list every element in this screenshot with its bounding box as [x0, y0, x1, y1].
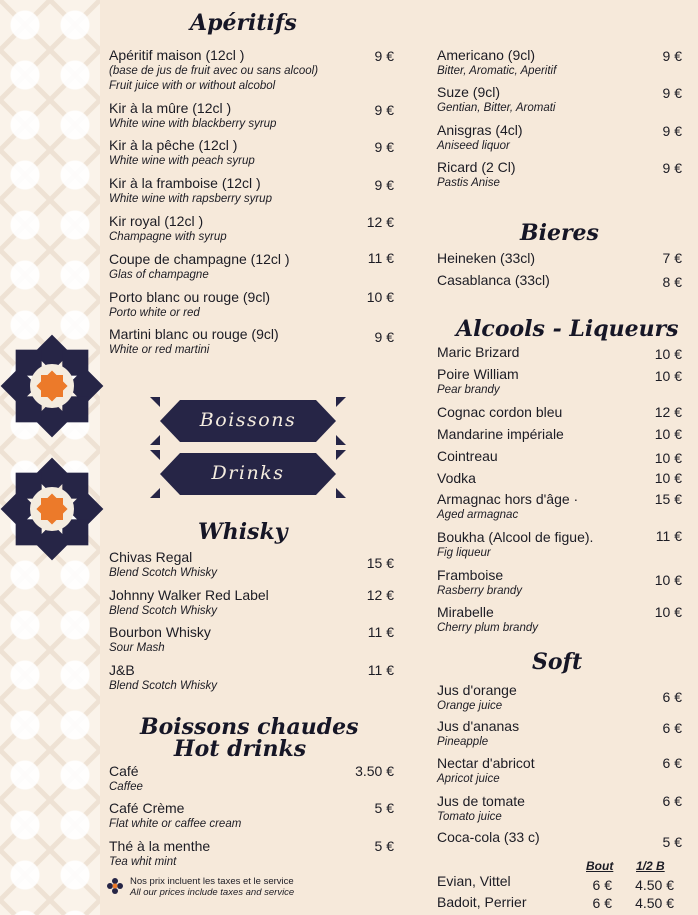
item-name: Vodka [437, 470, 476, 486]
item-description: White or red martini [109, 344, 210, 356]
item-name: Jus d'ananas [437, 718, 520, 734]
star-ornament-icon [0, 332, 106, 440]
item-price: 12 € [654, 404, 682, 420]
item-description: Porto white or red [109, 307, 200, 319]
item-name: Mandarine impériale [437, 426, 564, 442]
item-price: 11 € [367, 662, 394, 678]
item-price-half-bottle: 4.50 € [635, 895, 674, 911]
item-price: 15 € [654, 491, 682, 507]
title-line-en: Hot drinks [173, 736, 307, 762]
item-name: Kir à la mûre (12cl ) [109, 100, 232, 116]
item-price: 9 € [374, 139, 394, 155]
menu-item [437, 894, 526, 911]
item-description: Champagne with syrup [109, 231, 227, 243]
menu-item [437, 426, 564, 443]
item-description: Pear brandy [437, 384, 500, 396]
item-description: White wine with blackberry syrup [109, 118, 277, 130]
menu-item [437, 604, 538, 636]
item-description: Apricot juice [437, 773, 500, 785]
menu-item [437, 793, 525, 825]
item-name: Martini blanc ou rouge (9cl) [109, 326, 279, 342]
item-name: Thé à la menthe [109, 838, 211, 854]
menu-item [109, 800, 241, 832]
menu-item [437, 344, 519, 361]
menu-item [437, 718, 519, 750]
menu-item [109, 289, 270, 321]
item-description: Fig liqueur [437, 547, 491, 559]
item-price: 9 € [662, 85, 682, 101]
menu-item [437, 404, 562, 421]
item-description: Pineapple [437, 736, 489, 748]
item-name: Maric Brizard [437, 344, 520, 360]
item-price: 6 € [662, 793, 682, 809]
section-title-aperitifs: Apéritifs [190, 10, 297, 36]
item-price: 6 € [662, 689, 682, 705]
menu-item [109, 100, 276, 132]
item-name: Jus de tomate [437, 793, 525, 809]
star-ornament-icon [0, 455, 106, 563]
item-price: 7 € [662, 250, 682, 266]
price-note-fr: Nos prix incluent les taxes et le service [130, 876, 294, 887]
item-name: Porto blanc ou rouge (9cl) [109, 289, 271, 305]
item-name: Cointreau [437, 448, 498, 464]
item-name: Café [109, 763, 139, 779]
menu-item [109, 662, 217, 694]
item-name: Jus d'orange [437, 682, 517, 698]
item-price: 10 € [654, 426, 682, 442]
menu-item [109, 587, 269, 619]
item-description: White wine with rapsberry syrup [109, 193, 272, 205]
price-note [130, 876, 294, 898]
item-price: 10 € [654, 604, 682, 620]
item-name: Kir royal (12cl ) [109, 213, 204, 229]
item-price: 10 € [366, 289, 394, 305]
item-name: Americano (9cl) [437, 47, 536, 63]
item-description: Tomato juice [437, 811, 502, 823]
menu-item [437, 567, 522, 599]
item-name: Apéritif maison (12cl ) [109, 47, 245, 63]
item-name: Kir à la pêche (12cl ) [109, 137, 238, 153]
section-title-bieres: Bieres [520, 220, 599, 246]
item-price: 11 € [655, 528, 682, 544]
item-name: Casablanca (33cl) [437, 272, 550, 288]
item-price: 12 € [366, 214, 394, 230]
menu-item [437, 448, 498, 465]
item-price: 11 € [367, 624, 394, 640]
item-name: Mirabelle [437, 604, 494, 620]
item-price: 9 € [374, 177, 394, 193]
menu-item [437, 755, 535, 787]
item-price: 9 € [374, 329, 394, 345]
item-description: (base de jus de fruit avec ou sans alcool) [109, 65, 319, 77]
menu-item [437, 159, 516, 191]
title-line-fr: Boissons chaudes [140, 714, 359, 740]
item-name: Johnny Walker Red Label [109, 587, 269, 603]
menu-item [109, 624, 211, 656]
ribbon-label: Boissons [199, 409, 297, 431]
item-price: 10 € [654, 470, 682, 486]
item-name: Kir à la framboise (12cl ) [109, 175, 261, 191]
item-name: Anisgras (4cl) [437, 122, 523, 138]
menu-item [437, 84, 555, 116]
item-description: Gentian, Bitter, Aromati [437, 102, 556, 114]
item-price: 5 € [662, 834, 682, 850]
item-price: 12 € [366, 587, 394, 603]
flower-icon [106, 877, 124, 895]
menu-item [109, 213, 227, 245]
item-price: 3.50 € [355, 763, 394, 779]
item-name: Boukha (Alcool de figue). [437, 529, 594, 545]
menu-item [437, 250, 535, 267]
item-name: Bourbon Whisky [109, 624, 211, 640]
item-price: 6 € [662, 720, 682, 736]
item-name: Ricard (2 Cl) [437, 159, 516, 175]
item-price: 6 € [662, 755, 682, 771]
menu-item [109, 326, 279, 358]
section-title-whisky: Whisky [198, 519, 288, 545]
item-price: 10 € [654, 368, 682, 384]
column-header-bottle: Bout [586, 859, 614, 873]
menu-item [109, 47, 318, 94]
item-description: Cherry plum brandy [437, 622, 538, 634]
item-name: Coupe de champagne (12cl ) [109, 251, 290, 267]
price-note-en: All our prices include taxes and service [130, 887, 295, 898]
item-description: Blend Scotch Whisky [109, 567, 218, 579]
section-title-alcools-liqueurs: Alcools - Liqueurs [456, 316, 679, 342]
item-price: 10 € [654, 346, 682, 362]
column-header-half-bottle: 1/2 B [636, 859, 665, 873]
item-price: 9 € [374, 102, 394, 118]
item-price: 5 € [374, 838, 394, 854]
menu-item [437, 873, 511, 890]
menu-item [109, 137, 255, 169]
item-price-bottle: 6 € [592, 895, 612, 911]
item-price: 10 € [654, 450, 682, 466]
item-price-half-bottle: 4.50 € [635, 877, 674, 893]
item-price: 9 € [374, 48, 394, 64]
item-price: 15 € [366, 555, 394, 571]
item-price: 9 € [662, 160, 682, 176]
item-price-bottle: 6 € [592, 877, 612, 893]
ribbon-label: Drinks [211, 462, 285, 484]
item-price: 5 € [374, 800, 394, 816]
item-description: Pastis Anise [437, 177, 500, 189]
item-description: Orange juice [437, 700, 503, 712]
menu-item [437, 122, 523, 154]
ribbon-boissons [150, 397, 346, 445]
section-title-hot-drinks [140, 714, 359, 762]
menu-item [109, 763, 143, 795]
item-description: Sour Mash [109, 642, 165, 654]
menu-item [437, 529, 593, 561]
item-name: J&B [109, 662, 135, 678]
menu-item [437, 682, 517, 714]
menu-item [437, 470, 476, 487]
item-description: Aniseed liquor [437, 140, 510, 152]
menu-item [437, 491, 578, 523]
item-description-en: Fruit juice with or without alcobol [109, 80, 276, 92]
item-price: 9 € [662, 123, 682, 139]
item-description: Glas of champagne [109, 269, 209, 281]
item-description: Rasberry brandy [437, 585, 523, 597]
menu-item [109, 838, 210, 870]
item-name: Chivas Regal [109, 549, 193, 565]
item-description: Aged armagnac [437, 509, 519, 521]
item-description: Blend Scotch Whisky [109, 680, 218, 692]
menu-item [109, 175, 272, 207]
section-title-soft: Soft [532, 649, 583, 675]
item-name: Armagnac hors d'âge · [437, 491, 579, 507]
ribbon-drinks [150, 450, 346, 498]
item-name: Evian, Vittel [437, 873, 511, 889]
item-description: Bitter, Aromatic, Aperitif [437, 65, 557, 77]
menu-item [437, 829, 540, 846]
menu-item [437, 47, 556, 79]
item-name: Poire William [437, 366, 519, 382]
menu-item [437, 272, 550, 289]
item-description: Caffee [109, 781, 143, 793]
item-description: Tea whit mint [109, 856, 177, 868]
item-name: Framboise [437, 567, 504, 583]
item-description: Flat white or caffee cream [109, 818, 242, 830]
menu-item [109, 251, 290, 283]
item-name: Cognac cordon bleu [437, 404, 563, 420]
item-name: Badoit, Perrier [437, 894, 527, 910]
item-name: Nectar d'abricot [437, 755, 535, 771]
menu-item [109, 549, 217, 581]
item-price: 8 € [662, 274, 682, 290]
item-name: Café Crème [109, 800, 185, 816]
item-name: Coca-cola (33 c) [437, 829, 540, 845]
item-price: 10 € [654, 572, 682, 588]
item-name: Heineken (33cl) [437, 250, 536, 266]
item-price: 9 € [662, 48, 682, 64]
item-price: 11 € [367, 250, 394, 266]
menu-item [437, 366, 519, 398]
item-description: Blend Scotch Whisky [109, 605, 218, 617]
item-description: White wine with peach syrup [109, 155, 255, 167]
item-name: Suze (9cl) [437, 84, 501, 100]
